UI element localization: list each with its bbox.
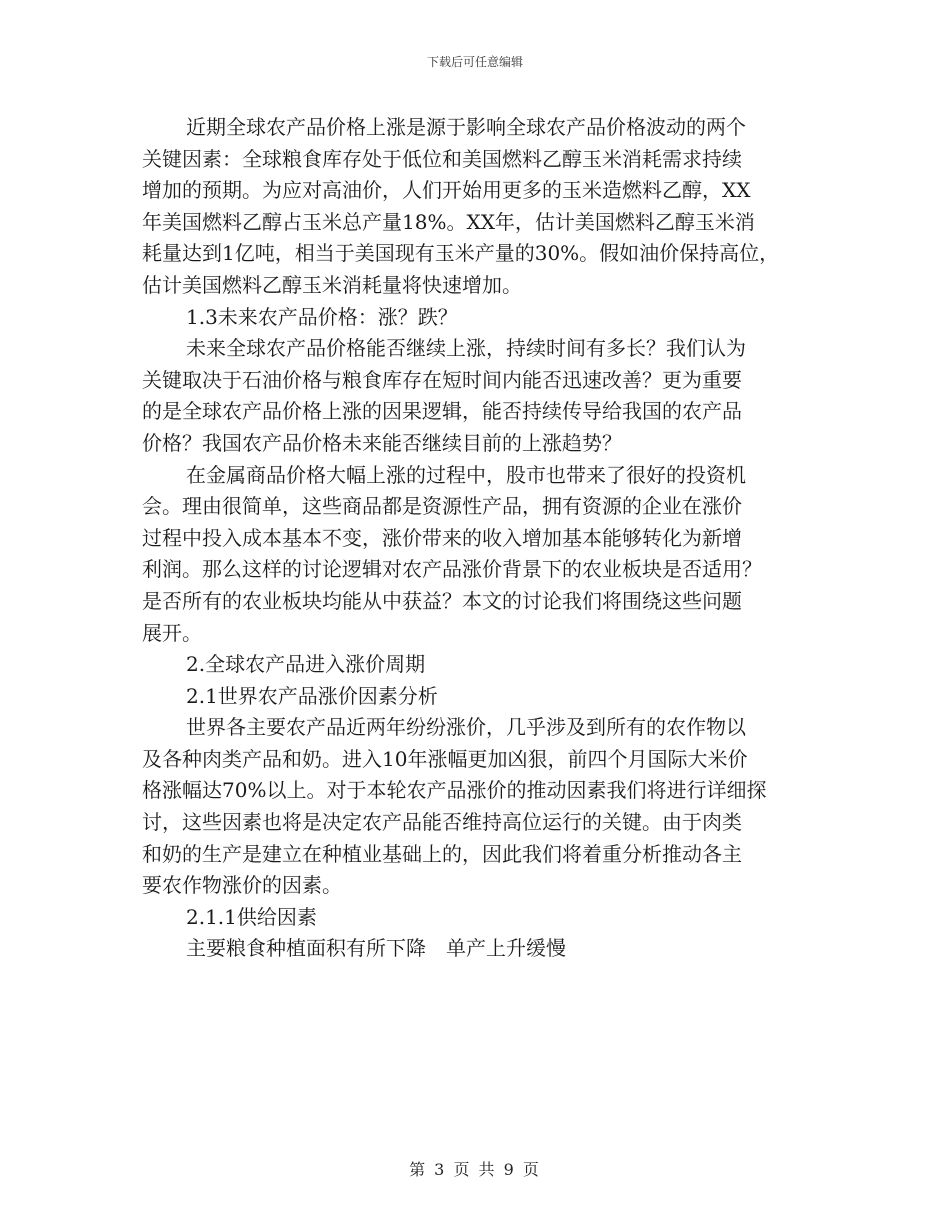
- section-heading: 1.3未来农产品价格：涨？跌？: [186, 304, 458, 329]
- paragraph-line: 利润。那么这样的讨论逻辑对农产品涨价背景下的农业板块是否适用？: [142, 557, 762, 582]
- section-heading: 2.1世界农产品涨价因素分析: [186, 683, 438, 708]
- paragraph-line: 及各种肉类产品和奶。进入10年涨幅更加凶狠，前四个月国际大米价: [142, 746, 748, 771]
- paragraph-line: 耗量达到1亿吨，相当于美国现有玉米产量的30%。假如油价保持高位，: [142, 241, 780, 266]
- paragraph-line: 关键因素：全球粮食库存处于低位和美国燃料乙醇玉米消耗需求持续: [142, 146, 742, 171]
- paragraph-line: 的是全球农产品价格上涨的因果逻辑，能否持续传导给我国的农产品: [142, 399, 742, 424]
- section-heading: 2.1.1供给因素: [186, 904, 317, 929]
- paragraph-line: 近期全球农产品价格上涨是源于影响全球农产品价格波动的两个: [186, 115, 746, 139]
- paragraph-line: 世界各主要农产品近两年纷纷涨价，几乎涉及到所有的农作物以: [186, 715, 746, 740]
- paragraph-line: 讨，这些因素也将是决定农产品能否维持高位运行的关键。由于肉类: [142, 810, 742, 835]
- section-heading: 2.全球农产品进入涨价周期: [186, 652, 426, 677]
- paragraph-line: 年美国燃料乙醇占玉米总产量18%。XX年，估计美国燃料乙醇玉米消: [142, 209, 755, 234]
- paragraph-line: 估计美国燃料乙醇玉米消耗量将快速增加。: [142, 272, 522, 297]
- paragraph-line: 在金属商品价格大幅上涨的过程中，股市也带来了很好的投资机: [186, 462, 746, 487]
- paragraph-line: 价格？我国农产品价格未来能否继续目前的上涨趋势？: [142, 430, 622, 455]
- paragraph-line: 和奶的生产是建立在种植业基础上的，因此我们将着重分析推动各主: [142, 841, 742, 866]
- document-body: [142, 112, 822, 965]
- paragraph-line: 要农作物涨价的因素。: [142, 873, 342, 898]
- paragraph-line: 是否所有的农业板块均能从中获益？本文的讨论我们将围绕这些问题: [142, 588, 742, 613]
- paragraph-line: 过程中投入成本基本不变，涨价带来的收入增加基本能够转化为新增: [142, 525, 742, 550]
- paragraph-line: 会。理由很简单，这些商品都是资源性产品，拥有资源的企业在涨价: [142, 494, 742, 519]
- paragraph-line: 展开。: [142, 620, 202, 645]
- section-heading: 主要粮食种植面积有所下降 单产上升缓慢: [186, 936, 566, 961]
- paragraph-line: 格涨幅达70%以上。对于本轮农产品涨价的推动因素我们将进行详细探: [142, 778, 767, 803]
- page-header: 下载后可任意编辑: [426, 55, 523, 69]
- page-footer: 第 3 页 共 9 页: [409, 1160, 541, 1179]
- paragraph-line: 未来全球农产品价格能否继续上涨，持续时间有多长？我们认为: [186, 336, 746, 361]
- paragraph-line: 增加的预期。为应对高油价，人们开始用更多的玉米造燃料乙醇，XX: [142, 178, 751, 203]
- paragraph-line: 关键取决于石油价格与粮食库存在短时间内能否迅速改善？更为重要: [142, 367, 742, 392]
